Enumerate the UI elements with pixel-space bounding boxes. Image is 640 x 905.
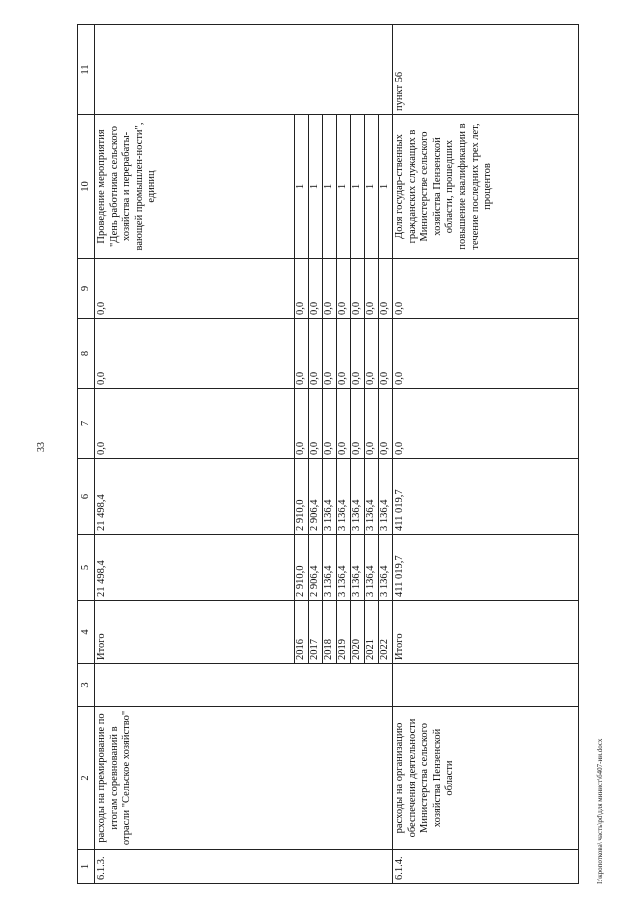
row-number: 6.1.4. (393, 850, 579, 884)
col-header-5: 5 (78, 535, 95, 601)
total-c9: 0,0 (95, 259, 295, 319)
year-c6: 3 136,4 (323, 459, 337, 535)
year-c5: 3 136,4 (323, 535, 337, 601)
row-col11 (95, 25, 393, 115)
col-header-11: 11 (78, 25, 95, 115)
year-cell: 2018 (323, 601, 337, 664)
year-c7: 0,0 (351, 389, 365, 459)
file-path-footer: I:\кропоткова\ часть\pd\для минист\б407-ии.docx (596, 738, 604, 884)
total-c7: 0,0 (393, 389, 579, 459)
year-c9: 0,0 (351, 259, 365, 319)
row-col3 (95, 664, 393, 707)
row-col3 (393, 664, 579, 707)
year-c9: 0,0 (295, 259, 309, 319)
year-cell: 2019 (337, 601, 351, 664)
col-header-8: 8 (78, 319, 95, 389)
year-c5: 3 136,4 (351, 535, 365, 601)
year-c7: 0,0 (323, 389, 337, 459)
total-label: Итого (95, 601, 295, 664)
col-header-6: 6 (78, 459, 95, 535)
row-name: расходы на премирование по итогам соревнований в отрасли "Сельское хозяйство" (95, 707, 393, 850)
col-header-9: 9 (78, 259, 95, 319)
year-c10: 1 (365, 115, 379, 259)
year-c9: 0,0 (309, 259, 323, 319)
year-c6: 2 910,0 (295, 459, 309, 535)
total-c6: 21 498,4 (95, 459, 295, 535)
year-c5: 3 136,4 (337, 535, 351, 601)
total-c8: 0,0 (393, 319, 579, 389)
year-c9: 0,0 (337, 259, 351, 319)
year-cell: 2020 (351, 601, 365, 664)
header-row (78, 25, 95, 884)
indicator: Проведение мероприятия "День работника сельского хозяйства и перерабаты-вающей промышлен-ности", единиц (95, 115, 295, 259)
year-c10: 1 (379, 115, 393, 259)
year-c5: 3 136,4 (379, 535, 393, 601)
year-c7: 0,0 (337, 389, 351, 459)
col-header-4: 4 (78, 601, 95, 664)
year-c9: 0,0 (365, 259, 379, 319)
page-number: 33 (36, 442, 47, 452)
year-c10: 1 (337, 115, 351, 259)
note-cell: пункт 56 (393, 25, 579, 115)
indicator: Доля государ-ственных гражданских служащих в Министерстве сельского хозяйства Пензенской области, прошедших повышение квалификации в течение последних трех лет, процентов (393, 115, 579, 259)
col-header-1: 1 (78, 850, 95, 884)
year-c7: 0,0 (309, 389, 323, 459)
year-c10: 1 (351, 115, 365, 259)
year-c10: 1 (309, 115, 323, 259)
program-table (77, 24, 579, 884)
table-row-6-1-4 (393, 25, 579, 884)
year-cell: 2022 (379, 601, 393, 664)
year-c6: 2 906,4 (309, 459, 323, 535)
year-c6: 3 136,4 (365, 459, 379, 535)
year-c5: 2 906,4 (309, 535, 323, 601)
year-c8: 0,0 (379, 319, 393, 389)
year-cell: 2017 (309, 601, 323, 664)
year-c9: 0,0 (379, 259, 393, 319)
col-header-3: 3 (78, 664, 95, 707)
year-c8: 0,0 (323, 319, 337, 389)
year-c8: 0,0 (365, 319, 379, 389)
year-c5: 2 910,0 (295, 535, 309, 601)
col-header-2: 2 (78, 707, 95, 850)
row-name: расходы на организацию обеспечения деятельности Министерства сельского хозяйства Пензенской области (393, 707, 579, 850)
year-c6: 3 136,4 (351, 459, 365, 535)
year-c6: 3 136,4 (379, 459, 393, 535)
year-cell: 2021 (365, 601, 379, 664)
year-c8: 0,0 (351, 319, 365, 389)
col-header-10: 10 (78, 115, 95, 259)
year-c10: 1 (295, 115, 309, 259)
col-header-7: 7 (78, 389, 95, 459)
total-c5: 21 498,4 (95, 535, 295, 601)
year-c8: 0,0 (309, 319, 323, 389)
year-c7: 0,0 (295, 389, 309, 459)
total-c8: 0,0 (95, 319, 295, 389)
year-c8: 0,0 (337, 319, 351, 389)
row-number: 6.1.3. (95, 850, 393, 884)
year-c5: 3 136,4 (365, 535, 379, 601)
total-c6: 411 019,7 (393, 459, 579, 535)
year-c7: 0,0 (365, 389, 379, 459)
table-row-6-1-3-total (95, 25, 295, 884)
year-c9: 0,0 (323, 259, 337, 319)
year-c10: 1 (323, 115, 337, 259)
year-c6: 3 136,4 (337, 459, 351, 535)
year-c7: 0,0 (379, 389, 393, 459)
year-cell: 2016 (295, 601, 309, 664)
total-c9: 0,0 (393, 259, 579, 319)
total-c5: 411 019,7 (393, 535, 579, 601)
total-label: Итого (393, 601, 579, 664)
total-c7: 0,0 (95, 389, 295, 459)
rotated-table-wrapper (77, 25, 579, 884)
year-c8: 0,0 (295, 319, 309, 389)
